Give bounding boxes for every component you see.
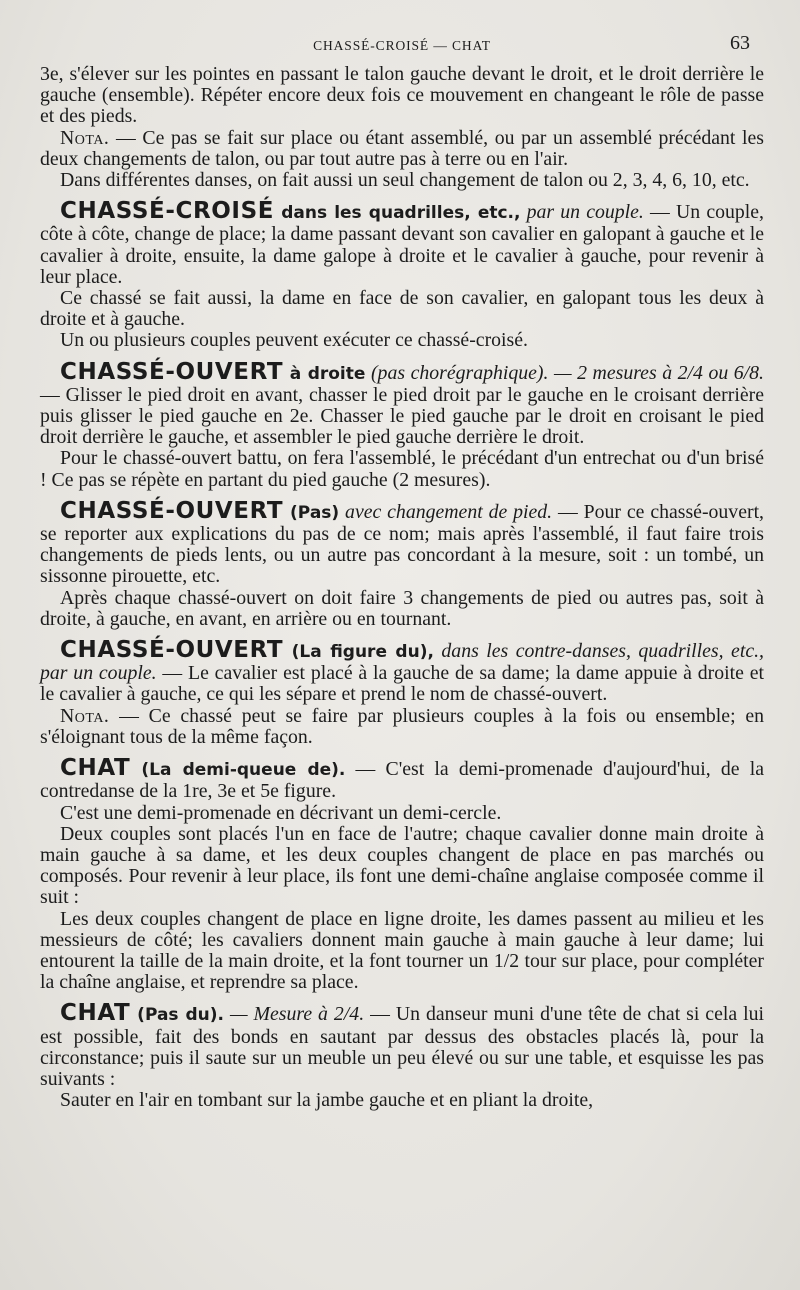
body-text: [40, 64, 764, 1111]
entry-heading: CHASSÉ-OUVERT: [60, 497, 284, 524]
running-title: CHASSÉ-CROISÉ — CHAT: [313, 38, 491, 53]
entry-subheading: (La figure du),: [283, 642, 434, 663]
entry-italic: — Mesure à 2/4.: [223, 1003, 365, 1026]
entry-chat-demi-queue: [40, 755, 764, 803]
entry-heading: CHAT: [60, 755, 131, 782]
entry-subheading: dans les quadrilles, etc.,: [274, 203, 521, 224]
entry-text: — Le cavalier est placé à la gauche de sa dame; la dame appuie à droite et le cavalier à gauche, ce qui les sépare et prend le nom de chassé-ouvert.: [40, 662, 764, 706]
entry-subheading: à droite: [283, 363, 366, 384]
paragraph: C'est une demi-promenade en décrivant un demi-cercle.: [60, 801, 502, 824]
entry-text: — Un couple, côte à côte, change de place; la dame passant devant son cavalier en galopant à gauche et le cavalier à droite, ensuite, la dame galope à droite et le cavalier à gauche, pour revenir à leur place.: [40, 201, 764, 288]
entry-subheading: (Pas du).: [130, 1005, 224, 1026]
paragraph: Sauter en l'air en tombant sur la jambe gauche et en pliant la droite,: [60, 1089, 594, 1112]
entry-heading: CHASSÉ-OUVERT: [60, 358, 284, 385]
paragraph-continuation: 3e, s'élever sur les pointes en passant le talon gauche devant le droit, et le droit derrière le gauche (ensemble). Répéter encore deux fois ce mouvement en changeant le rôle de passe et des pieds.: [40, 63, 764, 128]
entry-chasse-ouvert-droite: [40, 358, 764, 449]
paragraph: Pour le chassé-ouvert battu, on fera l'assemblé, le précédant d'un entrechat ou d'un brisé ! Ce pas se répète en partant du pied gauche (2 mesures).: [40, 447, 764, 491]
nota-paragraph: [40, 706, 764, 748]
nota-paragraph: [40, 128, 764, 170]
entry-text: — Glisser le pied droit en avant, chasser le pied droit par le gauche en le croisant derrière puis glisser le pied gauche en 2e. Chasser le pied gauche par le droit en croisant le pied droit derrière le gauche, et assembler le pied gauche derrière le droit.: [40, 383, 764, 449]
entry-chasse-ouvert-pas: [40, 497, 765, 588]
paragraph-talon: Dans différentes danses, on fait aussi un seul changement de talon ou 2, 3, 4, 6, 10, etc.: [60, 169, 750, 192]
entry-text: — Pour ce chassé-ouvert, se reporter aux explications du pas de ce nom; mais après l'assemblé, il faut faire trois changements de pieds lents, ou un autre pas concordant à la mesure, soit : un tombé, un sissonne pirouette, etc.: [40, 500, 765, 588]
entry-subheading: (Pas): [283, 502, 340, 523]
entry-italic: (pas chorégraphique). — 2 mesures à 2/4 ou 6/8.: [365, 361, 764, 384]
entry-italic: avec changement de pied.: [339, 500, 553, 523]
entry-text: — Un danseur muni d'une tête de chat si cela lui est possible, fait des bonds en sautant par dessus des obstacles placés là, pour la circonstance; puis il saute sur un meuble un peu élevé ou sur une table, et esquisse les pas suivants :: [40, 1003, 764, 1090]
entry-chat-pas: [40, 1000, 764, 1090]
entry-heading: CHASSÉ-OUVERT: [60, 637, 284, 664]
entry-text: — C'est la demi-promenade d'aujourd'hui, de la contredanse de la 1re, 3e et 5e figure.: [40, 758, 764, 803]
nota-label: Nota.: [60, 704, 110, 727]
entry-italic: par un couple.: [520, 201, 644, 224]
entry-heading: CHASSÉ-CROISÉ: [60, 198, 275, 225]
entry-heading: CHAT: [60, 1000, 131, 1027]
nota-text: — Ce chassé peut se faire par plusieurs couples à la fois ou ensemble; en s'éloignant tous de la même façon.: [40, 704, 764, 748]
paragraph: Après chaque chassé-ouvert on doit faire 3 changements de pied ou autres pas, soit à droite, à gauche, en avant, en arrière ou en tournant.: [40, 586, 764, 630]
entry-subheading: (La demi-queue de).: [130, 760, 346, 781]
paragraph: Les deux couples changent de place en ligne droite, les dames passent au milieu et les messieurs de côté; les cavaliers donnent main gauche à main gauche à leur dame; lui entourent la taille de la main droite, et la font tourner un 1/2 tour sur place, pour compléter la chaîne anglaise, et reprendre sa place.: [40, 907, 764, 994]
entry-italic: dans les contre-danses, quadrilles, etc., par un couple.: [40, 640, 764, 685]
paragraph: Ce chassé se fait aussi, la dame en face de son cavalier, en galopant tous les deux à droite et à gauche.: [40, 287, 764, 331]
running-header: [40, 30, 764, 64]
paragraph: Un ou plusieurs couples peuvent exécuter ce chassé-croisé.: [60, 329, 528, 352]
page-number: 63: [730, 32, 750, 54]
entry-chasse-croise: [40, 198, 764, 288]
nota-text: — Ce pas se fait sur place ou étant assemblé, ou par un assemblé précédant les deux changements de talon, ou par tout autre pas à terre ou en l'air.: [40, 126, 764, 170]
entry-chasse-ouvert-figure: [40, 637, 764, 706]
nota-label: Nota.: [60, 126, 110, 149]
paragraph: Deux couples sont placés l'un en face de l'autre; chaque cavalier donne main droite à main gauche à sa dame, et les deux couples changent de place en pas marchés ou composés. Pour revenir à leur place, ils font une demi-chaîne anglaise composée comme il suit :: [40, 822, 764, 909]
